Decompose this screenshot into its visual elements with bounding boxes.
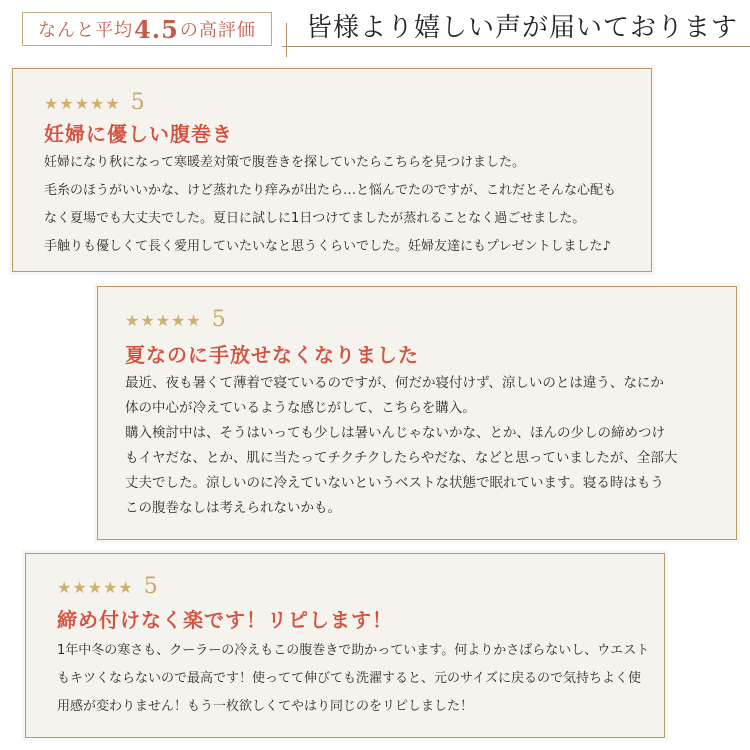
review-text-line: 毛糸のほうがいいかな、けど蒸れたり痒みが出たら…と悩んでたのですが、これだとそんな心配も (44, 183, 617, 198)
review-body (44, 149, 616, 261)
review-text-line: この腹巻なしは考えられないかも。 (125, 500, 341, 516)
review-title: 夏なのに手放せなくなりました (125, 343, 419, 367)
review-score: 5 (143, 574, 158, 599)
review-body (57, 637, 649, 721)
review-title: 妊婦に優しい腹巻き (44, 122, 233, 146)
average-rating-value: 4.5 (134, 14, 179, 44)
review-text-line: もキツくならないので最高です！使ってて伸びても洗濯すると、元のサイズに戻るので気持ちよく使 (57, 671, 641, 686)
review-title: 締め付けなく楽です！リピします！ (57, 608, 393, 632)
average-rating-suffix: の高評価 (179, 20, 256, 41)
review-text-line: もイヤだな、とか、肌に当たってチクチクしたらやだな、などと思っていましたが、全部大 (125, 450, 678, 466)
review-text-line: 最近、夜も暑くて薄着で寝ているのですが、何だか寝付けず、涼しいのとは違う、なにか (125, 375, 664, 391)
review-rating (125, 307, 226, 332)
review-card-comfort (25, 553, 665, 738)
review-rating (57, 574, 158, 599)
reviews-section-title: 皆様より嬉しい声が届いております (306, 13, 739, 43)
review-text-line: 丈夫でした。涼しいのに冷えていないというベストな状態で眠れています。寝る時はもう (125, 475, 664, 491)
star-rating-icon: ★★★★★ (125, 311, 202, 330)
review-text-line: 体の中心が冷えているような感じがして、こちらを購入。 (125, 400, 476, 416)
header-divider (282, 46, 750, 47)
star-rating-icon: ★★★★★ (57, 578, 134, 597)
average-rating-badge (22, 12, 272, 46)
review-body (125, 371, 677, 521)
review-text-line: なく夏場でも大丈夫でした。夏日に試しに1日つけてましたが蒸れることなく過ごせました。 (44, 211, 586, 226)
review-text-line: 1年中冬の寒さも、クーラーの冷えもこの腹巻きで助かっています。何よりかさばらないし、ウエスト (57, 643, 650, 658)
review-rating (44, 90, 145, 115)
review-text-line: 用感が変わりません！もう一枚欲しくてやはり同じのをリピしました！ (57, 699, 474, 714)
review-card-pregnancy (12, 68, 652, 272)
review-text-line: 手触りも優しくて長く愛用していたいなと思うくらいでした。妊婦友達にもプレゼントしました♪ (44, 239, 611, 254)
average-rating-prefix: なんと平均 (38, 20, 134, 41)
review-card-summer (97, 286, 737, 540)
review-score: 5 (130, 90, 145, 115)
reviews-header (0, 0, 750, 58)
review-score: 5 (211, 307, 226, 332)
review-text-line: 妊婦になり秋になって寒暖差対策で腹巻きを探していたらこちらを見つけました。 (44, 155, 526, 170)
review-text-line: 購入検討中は、そうはいっても少しは暑いんじゃないかな、とか、ほんの少しの締めつけ (125, 425, 665, 441)
star-rating-icon: ★★★★★ (44, 94, 121, 113)
